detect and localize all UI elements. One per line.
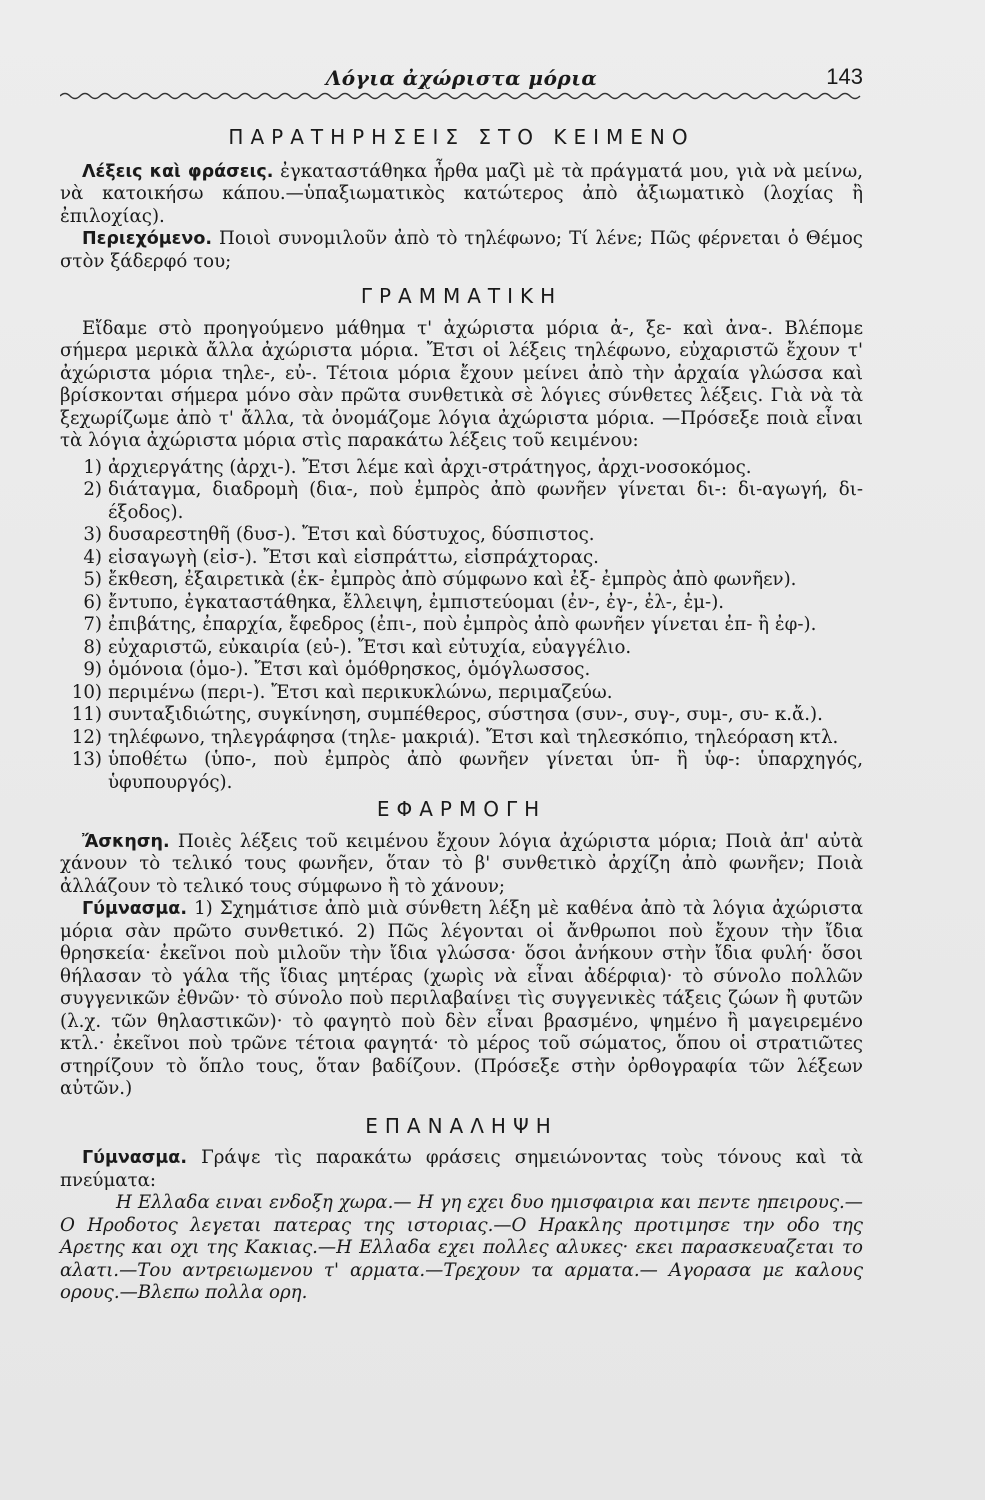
- list-item: [60, 547, 863, 570]
- list-item: [60, 749, 863, 794]
- label-exercise: Ἄσκηση.: [82, 831, 170, 852]
- item-number: 7): [83, 614, 102, 635]
- wavy-rule: [60, 90, 863, 102]
- item-text: τηλέφωνο, τηλεγράφησα (τηλε- μακριά). Ἔτσι καὶ τηλεσκόπιο, τηλεόραση κτλ.: [108, 726, 839, 748]
- list-item: [60, 524, 863, 547]
- item-text: δυσαρεστηθῆ (δυσ-). Ἔτσι καὶ δύστυχος, δύσπιστος.: [108, 524, 595, 545]
- item-number: 8): [83, 636, 102, 658]
- label-words-phrases: Λέξεις καὶ φράσεις.: [82, 161, 274, 182]
- item-text: ἀρχιεργάτης (ἀρχι-). Ἔτσι λέμε καὶ ἀρχι-στράτηγος, ἀρχι-νοσοκόμος.: [108, 456, 752, 478]
- review-exercise-sentences: Η Ελλαδα ειναι ενδοξη χωρα.— Η γη εχει δυο ημισφαιρια και πεντε ηπειρους.—Ο Ηροδοτος λεγεται πατερας της ιστοριας.—Ο Ηρακλης προτιμησε την οδο της Αρετης και οχι της Κακιας.—Η Ελλαδα εχει πολλες αλυκες· εκει παρασκευαζεται το αλατι.—Του αντρειωμενου τ' αρματα.—Τρεχουν τα αρματα.— Αγορασα με καλους ορους.—Βλεπω πολλα ορη.: [60, 1192, 863, 1303]
- item-number: 5): [83, 569, 102, 590]
- item-number: 12): [71, 726, 102, 748]
- label-content: Περιεχόμενο.: [82, 229, 212, 249]
- list-item: [60, 614, 863, 637]
- list-item: [60, 637, 863, 660]
- label-drill: Γύμνασμα.: [82, 899, 187, 919]
- page-body: [60, 126, 863, 1305]
- item-text: ἔκθεση, ἐξαιρετικὰ (ἐκ- ἐμπρὸς ἀπὸ σύμφωνο καὶ ἐξ- ἐμπρὸς ἀπὸ φωνῆεν).: [108, 569, 797, 590]
- item-number: 1): [83, 456, 102, 478]
- item-text: ὑποθέτω (ὑπο-, ποὺ ἐμπρὸς ἀπὸ φωνῆεν γίνεται ὑπ- ἢ ὑφ-: ὑπαρχηγός, ὑφυπουργός).: [108, 749, 863, 793]
- section-heading-observations: ΠΑΡΑΤΗΡΗΣΕΙΣ ΣΤΟ ΚΕΙΜΕΝΟ: [228, 125, 695, 149]
- list-item: [60, 457, 863, 480]
- text-exercise: Ποιὲς λέξεις τοῦ κειμένου ἔχουν λόγια ἀχώριστα μόρια; Ποιὰ ἀπ' αὐτὰ χάνουν τὸ τελικό τους φωνῆεν, ὅταν τὸ β' συνθετικὸ ἀρχίζη ἀπὸ φωνῆεν; Ποιὰ ἀλλάζουν τὸ τελικό τους σύμφωνο ἢ τὸ χάνουν;: [60, 830, 863, 897]
- item-text: εἰσαγωγὴ (εἰσ-). Ἔτσι καὶ εἰσπράττω, εἰσπράχτορας.: [108, 546, 599, 568]
- item-text: ἐπιβάτης, ἐπαρχία, ἔφεδρος (ἐπι-, ποὺ ἐμπρὸς ἀπὸ φωνῆεν γίνεται ἐπ- ἢ ἐφ-).: [108, 614, 817, 635]
- paragraph-content: [60, 228, 863, 273]
- item-text: ἔντυπο, ἐγκαταστάθηκα, ἔλλειψη, ἐμπιστεύομαι (ἐν-, ἐγ-, ἐλ-, ἐμ-).: [108, 591, 725, 613]
- paragraph-exercise: [60, 831, 863, 899]
- item-text: περιμένω (περι-). Ἔτσι καὶ περικυκλώνω, περιμαζεύω.: [108, 681, 613, 703]
- paragraph-drill: [60, 898, 863, 1101]
- particle-list: [60, 457, 863, 795]
- item-number: 13): [71, 749, 102, 770]
- item-number: 10): [71, 681, 102, 703]
- item-number: 6): [83, 591, 102, 613]
- section-heading-application: ΕΦΑΡΜΟΓΗ: [376, 797, 547, 821]
- list-item: [60, 682, 863, 705]
- running-head-title: Λόγια ἀχώριστα μόρια: [325, 66, 598, 90]
- item-number: 3): [83, 524, 102, 545]
- item-text: εὐχαριστῶ, εὐκαιρία (εὐ-). Ἔτσι καὶ εὐτυχία, εὐαγγέλιο.: [108, 636, 632, 658]
- item-text: διάταγμα, διαδρομὴ (δια-, ποὺ ἐμπρὸς ἀπὸ φωνῆεν γίνεται δι-: δι-αγωγή, δι-έξοδος).: [108, 479, 863, 523]
- list-item: [60, 479, 863, 524]
- label-review: Γύμνασμα.: [82, 1148, 187, 1168]
- paragraph-review: [60, 1147, 863, 1192]
- item-number: 4): [83, 546, 102, 568]
- text-words-phrases: ἐγκαταστάθηκα ἦρθα μαζὶ μὲ τὰ πράγματά μου, γιὰ νὰ μείνω, νὰ κατοικήσω κάπου.—ὑπαξιωματικὸς κατώτερος ἀπὸ ἀξιωματικὸ (λοχίας ἢ ἐπιλοχίας).: [60, 160, 863, 227]
- paragraph-words-phrases: [60, 161, 863, 229]
- item-text: ὁμόνοια (ὁμο-). Ἔτσι καὶ ὁμόθρησκος, ὁμόγλωσσος.: [108, 659, 591, 680]
- item-number: 9): [83, 659, 102, 680]
- text-content: Ποιοὶ συνομιλοῦν ἀπὸ τὸ τηλέφωνο; Τί λένε; Πῶς φέρνεται ὁ Θέμος στὸν ξάδερφό του;: [60, 228, 863, 272]
- text-review: Γράψε τὶς παρακάτω φράσεις σημειώνοντας τοὺς τόνους καὶ τὰ πνεύματα:: [60, 1147, 863, 1191]
- page-number: 143: [826, 64, 863, 89]
- item-number: 11): [71, 704, 102, 725]
- list-item: [60, 659, 863, 682]
- list-item: [60, 727, 863, 750]
- list-item: [60, 592, 863, 615]
- section-heading-review: ΕΠΑΝΑΛΗΨΗ: [365, 1113, 558, 1138]
- item-number: 2): [83, 479, 102, 500]
- section-heading-grammar: ΓΡΑΜΜΑΤΙΚΗ: [360, 284, 563, 308]
- item-text: συνταξιδιώτης, συγκίνηση, συμπέθερος, σύστησα (συν-, συγ-, συμ-, συ- κ.ἄ.).: [108, 704, 823, 725]
- list-item: [60, 704, 863, 727]
- list-item: [60, 569, 863, 592]
- text-drill: 1) Σχημάτισε ἀπὸ μιὰ σύνθετη λέξη μὲ καθένα ἀπὸ τὰ λόγια ἀχώριστα μόρια σὰν πρῶτο συνθετικό. 2) Πῶς λέγονται οἱ ἄνθρωποι ποὺ ἔχουν τὴν ἴδια θρησκεία· ἐκεῖνοι ποὺ μιλοῦν τὴν ἴδια γλώσσα· ὅσοι ἀνήκουν στὴν ἴδια φυλή· ὅσοι θήλασαν τὸ γάλα τῆς ἴδιας μητέρας (χωρὶς νὰ εἶναι ἀδέρφια)· τὸ σύνολο πολλῶν συγγενικῶν ἐθνῶν· τὸ σύνολο ποὺ περιλαβαίνει τὶς συγγενικὲς τάξεις ζώων ἢ φυτῶν (λ.χ. τῶν θηλαστικῶν)· τὸ φαγητὸ ποὺ δὲν εἶναι βρασμένο, ψημένο ἢ μαγειρεμένο κτλ.· ἐκεῖνοι ποὺ τρῶνε τέτοια φαγητά· τὸ μέρος τοῦ σώματος, ὅπου οἱ στρατιῶτες στηρίζουν τὸ ὅπλο τους, ὅταν βαδίζουν. (Πρόσεξε στὴν ὀρθογραφία τῶν λέξεων αὐτῶν.): [60, 898, 863, 1099]
- grammar-intro: Εἴδαμε στὸ προηγούμενο μάθημα τ' ἀχώριστα μόρια ἀ-, ξε- καὶ ἀνα-. Βλέπομε σήμερα μερικὰ ἄλλα ἀχώριστα μόρια. Ἔτσι οἱ λέξεις τηλέφωνο, εὐχαριστῶ ἔχουν τ' ἀχώριστα μόρια τηλε-, εὐ-. Τέτοια μόρια ἔχουν μείνει ἀπὸ τὴν ἀρχαία γλώσσα καὶ βρίσκονται σήμερα μόνο σὰν πρῶτα συνθετικὰ σὲ λόγιες σύνθετες λέξεις. Γιὰ νὰ τὰ ξεχωρίζωμε ἀπὸ τ' ἄλλα, τὰ ὀνομάζομε λόγια ἀχώριστα μόρια. —Πρόσεξε ποιὰ εἶναι τὰ λόγια ἀχώριστα μόρια στὶς παρακάτω λέξεις τοῦ κειμένου:: [60, 317, 863, 451]
